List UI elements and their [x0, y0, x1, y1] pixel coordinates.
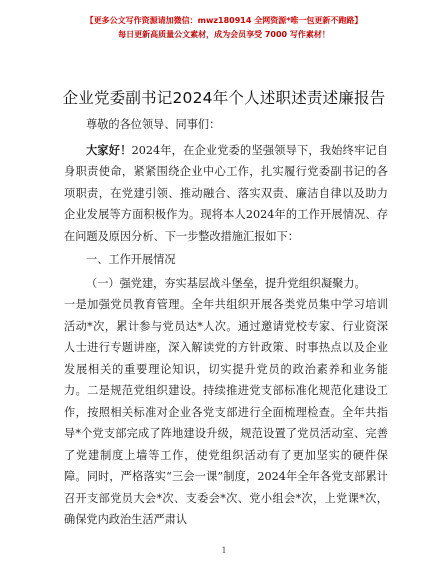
promo-banner-line-1: 【更多公文写作资源请加微信：mwz180914 全网资源*唯一包更新不跑路】	[85, 16, 363, 25]
promo-banner-line-2: 每日更新高质量公文素材，成为会员享受 7000 写作素材！	[118, 30, 330, 39]
intro-greeting: 大家好！	[86, 142, 132, 157]
section-heading: 一、工作开展情况	[86, 253, 176, 266]
intro-text: 2024年，在企业党委的坚强领导下，我始终牢记自身职责使命，紧紧围绕企业中心工作，扎实履行党委副书记的各项职责，在党建引领、推动融合、落实双责、廉洁自律以及助力企业发展等方面积极作为。现将本人2024年的工作开展情况、存在问题及原因分析、下一步整改措施汇报如下：	[64, 143, 388, 243]
document-title: 企业党委副书记2024年个人述职述责述廉报告	[62, 89, 386, 107]
document-body	[64, 114, 388, 531]
body-paragraph: 一是加强党员教育管理。全年共组织开展各类党员集中学习培训活动*次，累计参与党员达*人次。通过邀请党校专家、行业资深人士进行专题讲座，深入解读党的方针政策、时事热点以及企业发展相关的重要理论知识，切实提升党员的政治素养和业务能力。二是规范党组织建设。持续推进党支部标准化规范化建设工作，按照相关标准对企业各党支部进行全面梳理检查。全年共指导*个党支部完成了阵地建设升级，规范设置了党员活动室、完善了党建制度上墙等工作，使党组织活动有了更加坚实的硬件保障。同时，严格落实“三会一课”制度，2024年全年各党支部累计召开支部党员大会*次、支委会*次、党小组会*次，上党课*次，确保党内政治生活严肃认	[64, 298, 388, 526]
promo-banner	[0, 14, 448, 42]
intro-paragraph	[64, 140, 388, 248]
subsection-heading: （一）强党建，夯实基层战斗堡垒，提升党组织凝聚力。	[86, 276, 366, 290]
page-number: 1	[221, 546, 227, 555]
salutation: 尊敬的各位领导、同事们：	[86, 118, 221, 131]
